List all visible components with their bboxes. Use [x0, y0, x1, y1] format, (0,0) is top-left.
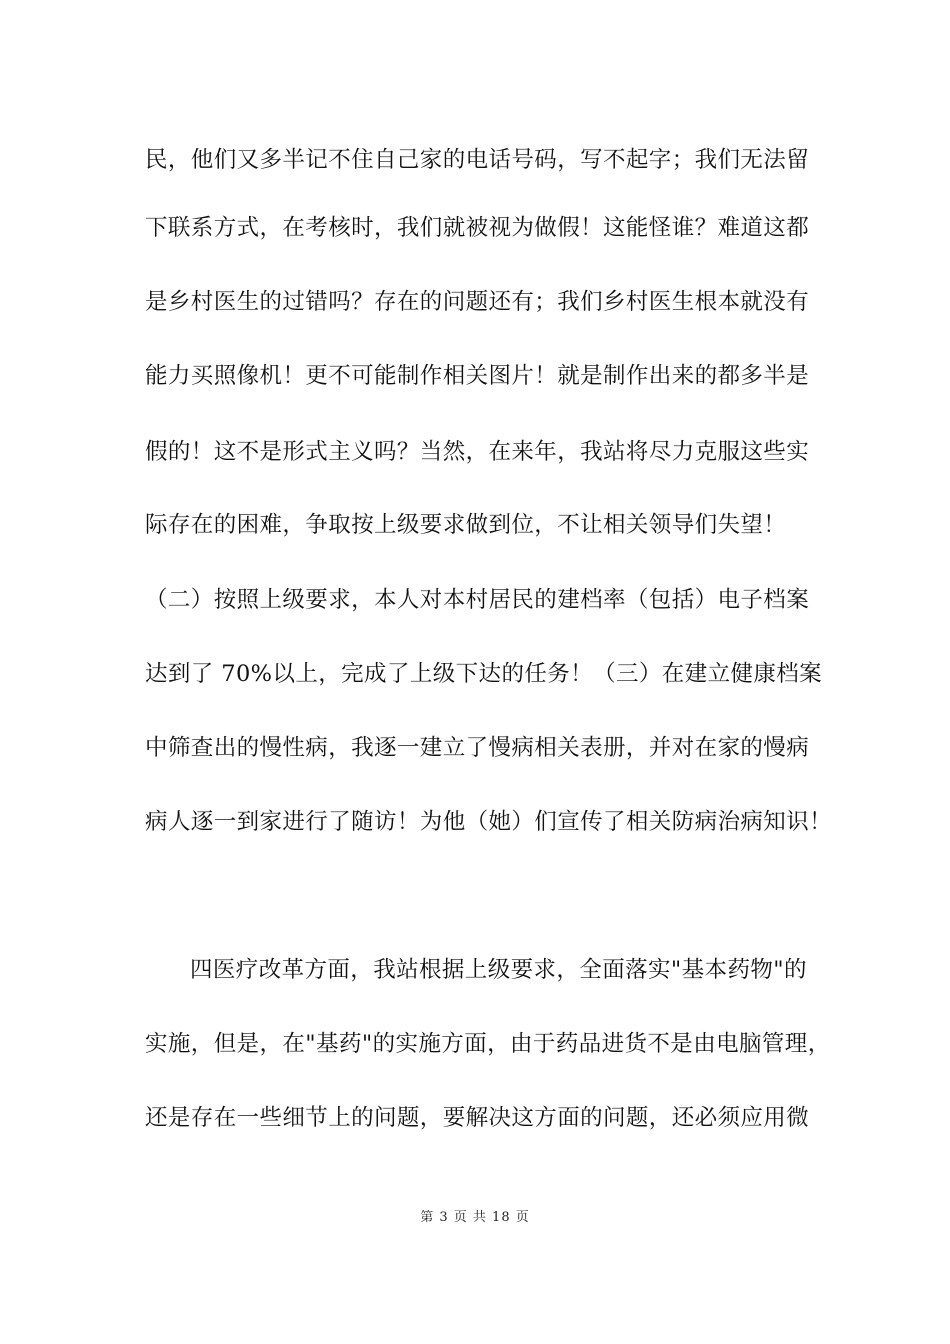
text-line: 能力买照像机！更不可能制作相关图片！就是制作出来的都多半是	[145, 363, 810, 389]
text-line: 是乡村医生的过错吗？存在的问题还有；我们乡村医生根本就没有	[145, 289, 810, 315]
text-line: 四医疗改革方面，我站根据上级要求，全面落实"基本药物"的	[190, 957, 807, 983]
text-line: 还是存在一些细节上的问题，要解决这方面的问题，还必须应用微	[145, 1105, 810, 1131]
text-line: 下联系方式，在考核时，我们就被视为做假！这能怪谁？难道这都	[145, 215, 810, 241]
text-line: 民，他们又多半记不住自己家的电话号码，写不起字；我们无法留	[145, 147, 810, 173]
text-line: 病人逐一到家进行了随访！为他（她）们宣传了相关防病治病知识！	[145, 809, 833, 835]
text-line: 达到了 70%以上，完成了上级下达的任务！（三）在建立健康档案	[145, 661, 823, 687]
text-line: 中筛查出的慢性病，我逐一建立了慢病相关表册，并对在家的慢病	[145, 735, 810, 761]
text-line: 假的！这不是形式主义吗？当然，在来年，我站将尽力克服这些实	[145, 439, 810, 465]
text-line: 际存在的困难，争取按上级要求做到位，不让相关领导们失望！	[145, 512, 787, 538]
text-line: 实施，但是，在"基药"的实施方面，由于药品进货不是由电脑管理，	[145, 1031, 831, 1057]
page-number-footer: 第 3 页 共 18 页	[420, 1210, 530, 1225]
text-line: （二）按照上级要求，本人对本村居民的建档率（包括）电子档案	[145, 587, 810, 613]
